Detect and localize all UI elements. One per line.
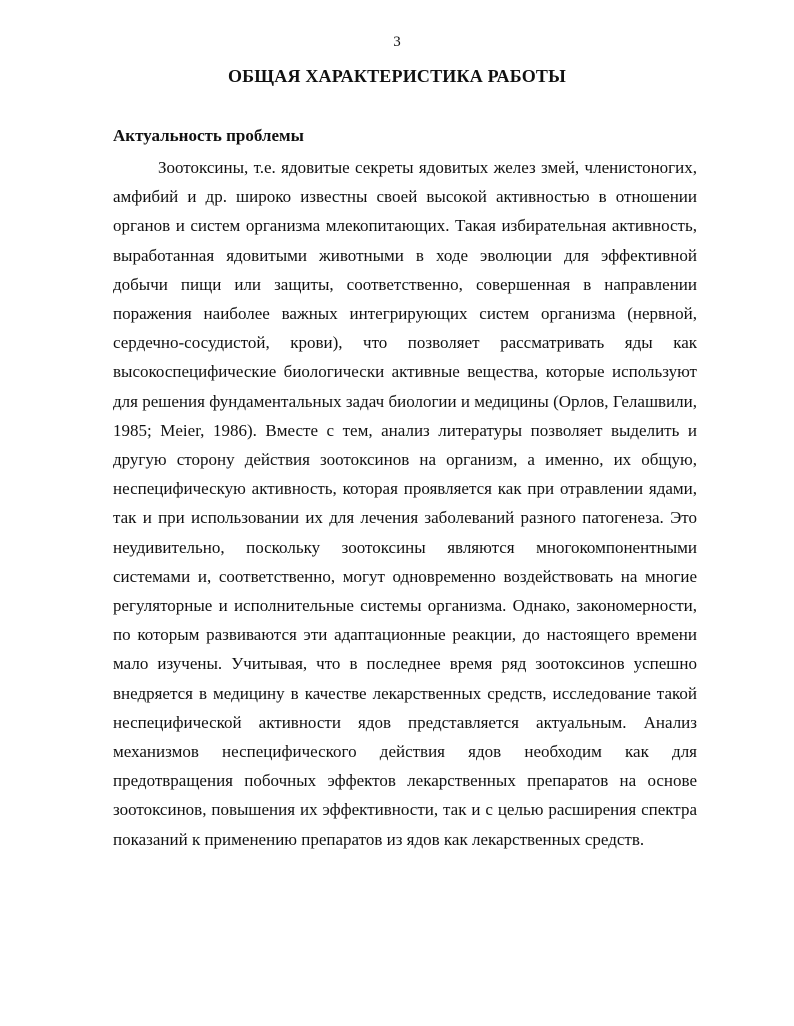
- page-title: ОБЩАЯ ХАРАКТЕРИСТИКА РАБОТЫ: [227, 66, 567, 86]
- page-number: 3: [393, 34, 401, 50]
- body-paragraph: Зоотоксины, т.е. ядовитые секреты ядовитых желез змей, членистоногих, амфибий и др. широко известны своей высокой активностью в отношении органов и систем организма млекопитающих. Такая избирательная активность, выработанная ядовитыми животными в ходе эволюции для эффективной добычи пищи или защиты, соответственно, совершенная в направлении поражения наиболее важных интегрирующих систем организма (нервной, сердечно-сосудистой, крови), что позволяет рассматривать яды как высокоспецифические биологически активные вещества, которые используют для решения фундаментальных задач биологии и медицины (Орлов, Гелашвили, 1985; Meier, 1986). Вместе с тем, анализ литературы позволяет выделить и другую сторону действия зоотоксинов на организм, а именно, их общую, неспецифическую активность, которая проявляется как при отравлении ядами, так и при использовании их для лечения заболеваний разного патогенеза. Это неудивительно, поскольку зоотоксины являются многокомпонентными системами и, соответственно, могут одновременно воздействовать на многие регуляторные и исполнительные системы организма. Однако, закономерности, по которым развиваются эти адаптационные реакции, до настоящего времени мало изучены. Учитывая, что в последнее время ряд зоотоксинов успешно внедряется в медицину в качестве лекарственных средств, исследование такой неспецифической активности ядов представляется актуальным. Анализ механизмов неспецифического действия ядов необходим как для предотвращения побочных эффектов лекарственных препаратов на основе зоотоксинов, повышения их эффективности, так и с целью расширения спектра показаний к применению препаратов из ядов как лекарственных средств.: [113, 158, 697, 849]
- section-heading: Актуальность проблемы: [113, 126, 304, 145]
